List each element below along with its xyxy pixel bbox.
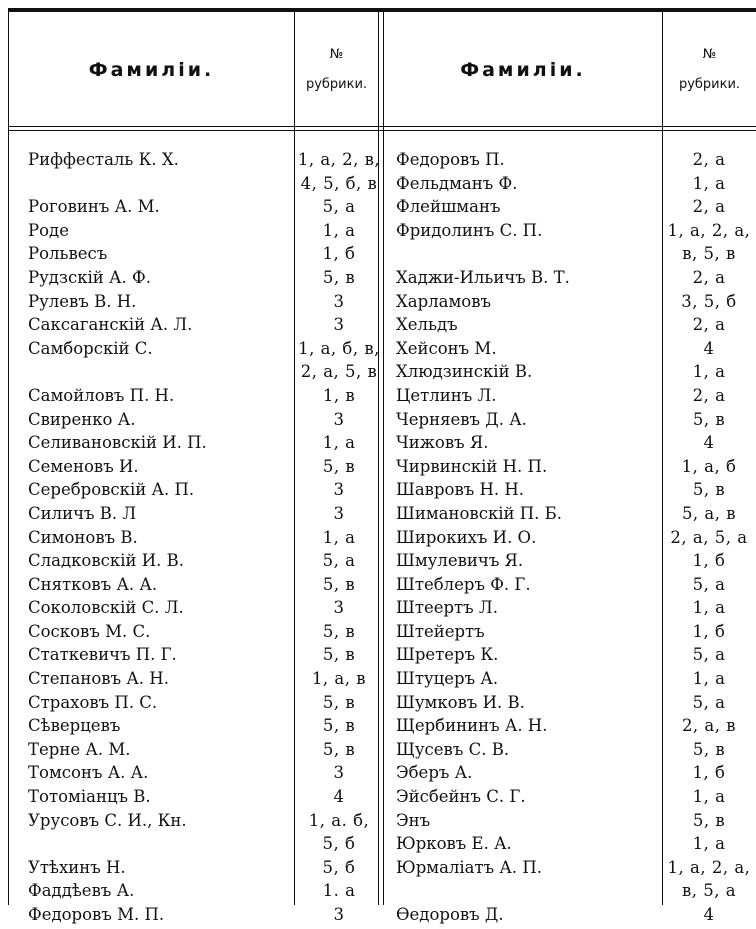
index-row <box>396 787 756 811</box>
header-rubric-right <box>663 12 756 128</box>
index-row <box>28 315 382 339</box>
index-row <box>28 858 382 882</box>
index-row <box>396 268 756 292</box>
surname-entry: Томсонъ А. А. <box>28 763 149 783</box>
index-row <box>28 410 382 434</box>
header-surnames-left <box>9 12 294 128</box>
header-surnames-right <box>384 12 662 128</box>
index-row <box>28 221 382 245</box>
rubric-number: 3 <box>333 503 345 523</box>
header-number-sign: № <box>329 47 344 62</box>
index-row <box>396 315 756 339</box>
surname-entry: Шумковъ И. В. <box>396 692 525 712</box>
surname-entry: Роде <box>28 220 69 240</box>
surname-entry: Свиренко А. <box>28 409 136 429</box>
rubric-number: 1, а <box>692 787 726 807</box>
rubric-number: 4 <box>333 787 345 807</box>
right-index-column <box>396 150 756 929</box>
index-row <box>396 858 756 882</box>
surname-entry: Хаджи-Ильичъ В. Т. <box>396 267 570 287</box>
rubric-number: 1, а, 2, а, <box>667 220 751 240</box>
index-row <box>396 740 756 764</box>
index-row <box>396 881 756 905</box>
surname-entry: Хейсонъ М. <box>396 338 497 358</box>
index-row <box>28 174 382 198</box>
rubric-number: 1, а <box>322 433 356 453</box>
surname-entry: Сѣверцевъ <box>28 716 121 736</box>
rubric-number: 2, а, 5, а <box>670 527 748 547</box>
rubric-number: 1, а <box>692 669 726 689</box>
surname-entry: Утѣхинъ Н. <box>28 857 126 877</box>
rubric-number: 3, 5, б <box>681 291 737 311</box>
index-row <box>28 244 382 268</box>
rubric-number: 1, б <box>322 244 356 264</box>
surname-entry: Рудзскiй А. Ф. <box>28 267 151 287</box>
rubric-number: 2, а <box>692 197 726 217</box>
index-row <box>396 622 756 646</box>
index-row <box>396 763 756 787</box>
index-row <box>396 528 756 552</box>
index-row <box>396 457 756 481</box>
rubric-number: 5, а <box>322 197 356 217</box>
index-row <box>28 575 382 599</box>
rubric-number: 1, б <box>692 763 726 783</box>
rubric-number: 5, в <box>692 409 726 429</box>
index-row <box>396 174 756 198</box>
surname-entry: Эйсбейнъ С. Г. <box>396 787 526 807</box>
surname-entry: Хельдъ <box>396 315 458 335</box>
index-row <box>28 362 382 386</box>
surname-entry: Шавровъ Н. Н. <box>396 480 524 500</box>
rubric-number: 1, а <box>322 220 356 240</box>
surname-entry: Фельдманъ Ф. <box>396 173 518 193</box>
index-row <box>396 221 756 245</box>
surname-entry: Тотомiанцъ В. <box>28 787 151 807</box>
rubric-number: 3 <box>333 315 345 335</box>
rubric-number: 3 <box>333 905 345 924</box>
surname-entry: Урусовъ С. И., Кн. <box>28 810 187 830</box>
index-row <box>396 716 756 740</box>
header-number-sign: № <box>702 47 717 62</box>
rubric-number: 2, а <box>692 385 726 405</box>
index-row <box>396 693 756 717</box>
surname-entry: Рулевъ В. Н. <box>28 291 137 311</box>
surname-entry: Штейертъ <box>396 621 485 641</box>
index-row <box>396 197 756 221</box>
left-border <box>8 12 9 905</box>
index-row <box>28 881 382 905</box>
surname-entry: Снятковъ А. А. <box>28 574 158 594</box>
rubric-number: 3 <box>333 409 345 429</box>
index-row <box>28 457 382 481</box>
index-row <box>28 433 382 457</box>
surname-entry: Самойловъ П. Н. <box>28 385 175 405</box>
index-row <box>28 716 382 740</box>
rubric-number: 3 <box>333 598 345 618</box>
rubric-number: 1, б <box>692 551 726 571</box>
rubric-number: 5, б <box>322 857 356 877</box>
rubric-number: 1, а <box>692 834 726 854</box>
index-row <box>28 150 382 174</box>
surname-entry: Шретеръ К. <box>396 645 499 665</box>
rubric-number: 5, в <box>322 621 356 641</box>
index-row <box>396 905 756 929</box>
rubric-number: 1, а. б, <box>308 810 370 830</box>
left-index-column <box>28 150 382 929</box>
surname-entry: Шмулевичъ Я. <box>396 551 524 571</box>
surname-entry: Селивановскiй И. П. <box>28 433 207 453</box>
surname-entry: Щусевъ С. В. <box>396 739 510 759</box>
index-row <box>28 740 382 764</box>
surname-entry: Чирвинскiй Н. П. <box>396 456 548 476</box>
surname-entry: Соколовскiй С. Л. <box>28 598 184 618</box>
rubric-number: 1, а <box>322 527 356 547</box>
rubric-number: 2, а, в <box>681 716 737 736</box>
index-row <box>28 834 382 858</box>
surname-entry: Риффесталь К. Х. <box>28 150 179 169</box>
rubric-number: 2, а <box>692 150 726 169</box>
surname-entry: Сладковскiй И. В. <box>28 551 184 571</box>
rubric-number: 2, а, 5, в <box>300 362 378 382</box>
surname-entry: Өедоровъ Д. <box>396 905 504 924</box>
surname-entry: Цетлинъ Л. <box>396 385 497 405</box>
rubric-number: 5, в <box>692 739 726 759</box>
surname-entry: Флейшманъ <box>396 197 501 217</box>
index-row <box>28 811 382 835</box>
index-row <box>28 386 382 410</box>
rubric-number: 5, а <box>692 574 726 594</box>
index-row <box>28 669 382 693</box>
rubric-number: 3 <box>333 291 345 311</box>
surname-entry: Страховъ П. С. <box>28 692 158 712</box>
surname-entry: Роговинъ А. М. <box>28 197 160 217</box>
rubric-number: 4 <box>703 905 715 924</box>
surname-entry: Фаддѣевъ А. <box>28 881 135 901</box>
surname-entry: Сосковъ М. С. <box>28 621 151 641</box>
rubric-number: 5, в <box>322 716 356 736</box>
rubric-number: 1, б <box>692 621 726 641</box>
rubric-number: 1, а <box>692 362 726 382</box>
surname-entry: Чижовъ Я. <box>396 433 489 453</box>
surname-entry: Штеблеръ Ф. Г. <box>396 574 531 594</box>
index-row <box>28 763 382 787</box>
surname-entry: Федоровъ П. <box>396 150 505 169</box>
index-row <box>396 811 756 835</box>
header-rubric-label: рубрики. <box>678 77 741 92</box>
index-row <box>28 693 382 717</box>
surname-entry: Федоровъ М. П. <box>28 905 165 924</box>
rubric-number: в, 5, в <box>682 244 736 264</box>
header-rubric-label: рубрики. <box>305 77 368 92</box>
index-row <box>396 669 756 693</box>
index-row <box>28 598 382 622</box>
rubric-number: 5, а <box>692 692 726 712</box>
index-row <box>28 339 382 363</box>
rubric-number: 1, а, б <box>681 456 737 476</box>
index-row <box>28 787 382 811</box>
index-row <box>396 386 756 410</box>
rubric-number: 1. а <box>322 881 356 901</box>
surname-entry: Фридолинъ С. П. <box>396 220 543 240</box>
rubric-number: 1, в <box>322 385 356 405</box>
rubric-number: 2, а <box>692 267 726 287</box>
rubric-number: 2, а <box>692 315 726 335</box>
index-row <box>396 575 756 599</box>
surname-entry: Широкихъ И. О. <box>396 527 537 547</box>
surname-entry: Штуцеръ А. <box>396 669 499 689</box>
surname-entry: Эберъ А. <box>396 763 473 783</box>
header-surnames-label: Фамилiи. <box>88 59 215 81</box>
header-surnames-label: Фамилiи. <box>460 59 586 81</box>
index-row <box>28 480 382 504</box>
rubric-number: 5, а, в <box>681 503 737 523</box>
rubric-number: 5, в <box>322 739 356 759</box>
surname-entry: Шимановскiй П. Б. <box>396 503 563 523</box>
rubric-number: 1, а, б, в, <box>298 338 380 358</box>
rubric-number: 4 <box>703 433 715 453</box>
index-row <box>396 433 756 457</box>
surname-entry: Серебровскiй А. П. <box>28 480 195 500</box>
surname-entry: Терне А. М. <box>28 739 131 759</box>
rubric-number: 5, а <box>692 645 726 665</box>
rubric-number: 1, а, в <box>311 669 367 689</box>
surname-entry: Статкевичъ П. Г. <box>28 645 177 665</box>
surname-entry: Силичъ В. Л <box>28 503 137 523</box>
surname-entry: Щербининъ А. Н. <box>396 716 548 736</box>
surname-entry: Хлюдзинскiй В. <box>396 362 533 382</box>
rubric-number: 1, а, 2, а, <box>667 857 751 877</box>
index-row <box>28 268 382 292</box>
surname-entry: Энъ <box>396 810 431 830</box>
index-row <box>28 197 382 221</box>
rubric-number: 5, в <box>322 456 356 476</box>
rubric-number: 1, а <box>692 173 726 193</box>
rubric-number: 5, в <box>692 480 726 500</box>
header-rubric-left <box>295 12 378 128</box>
rubric-number: 5, б <box>322 834 356 854</box>
index-row <box>396 834 756 858</box>
index-row <box>396 339 756 363</box>
index-row <box>28 551 382 575</box>
surname-entry: Юрковъ Е. А. <box>396 834 512 854</box>
index-row <box>396 551 756 575</box>
rubric-number: 5, в <box>322 645 356 665</box>
index-row <box>28 504 382 528</box>
rubric-number: 5, а <box>322 551 356 571</box>
index-row <box>28 645 382 669</box>
surname-entry: Степановъ А. Н. <box>28 669 169 689</box>
rubric-number: 5, в <box>322 574 356 594</box>
index-row <box>396 504 756 528</box>
index-row <box>396 362 756 386</box>
rubric-number: 5, в <box>322 267 356 287</box>
surname-entry: Самборскiй С. <box>28 338 153 358</box>
index-row <box>28 622 382 646</box>
rubric-number: 1, а, 2, в, <box>297 150 381 169</box>
rubric-number: 3 <box>333 763 345 783</box>
rubric-number: 4 <box>703 338 715 358</box>
rubric-number: 3 <box>333 480 345 500</box>
index-row <box>396 150 756 174</box>
rubric-number: 1, а <box>692 598 726 618</box>
rubric-number: в, 5, а <box>681 881 737 901</box>
rubric-number: 5, в <box>322 692 356 712</box>
index-row <box>396 645 756 669</box>
index-row <box>396 410 756 434</box>
index-row <box>28 292 382 316</box>
index-row <box>396 598 756 622</box>
index-row <box>396 480 756 504</box>
index-row <box>28 905 382 929</box>
index-row <box>396 244 756 268</box>
index-row <box>28 528 382 552</box>
surname-entry: Семеновъ И. <box>28 456 139 476</box>
surname-entry: Юрмалiатъ А. П. <box>396 857 543 877</box>
index-row <box>396 292 756 316</box>
surname-entry: Рольвесъ <box>28 244 108 264</box>
surname-entry: Симоновъ В. <box>28 527 138 547</box>
surname-entry: Харламовъ <box>396 291 492 311</box>
surname-entry: Черняевъ Д. А. <box>396 409 527 429</box>
surname-entry: Саксаганскiй А. Л. <box>28 315 193 335</box>
rubric-number: 4, 5, б, в <box>300 173 378 193</box>
surname-entry: Штеертъ Л. <box>396 598 498 618</box>
rubric-number: 5, в <box>692 810 726 830</box>
